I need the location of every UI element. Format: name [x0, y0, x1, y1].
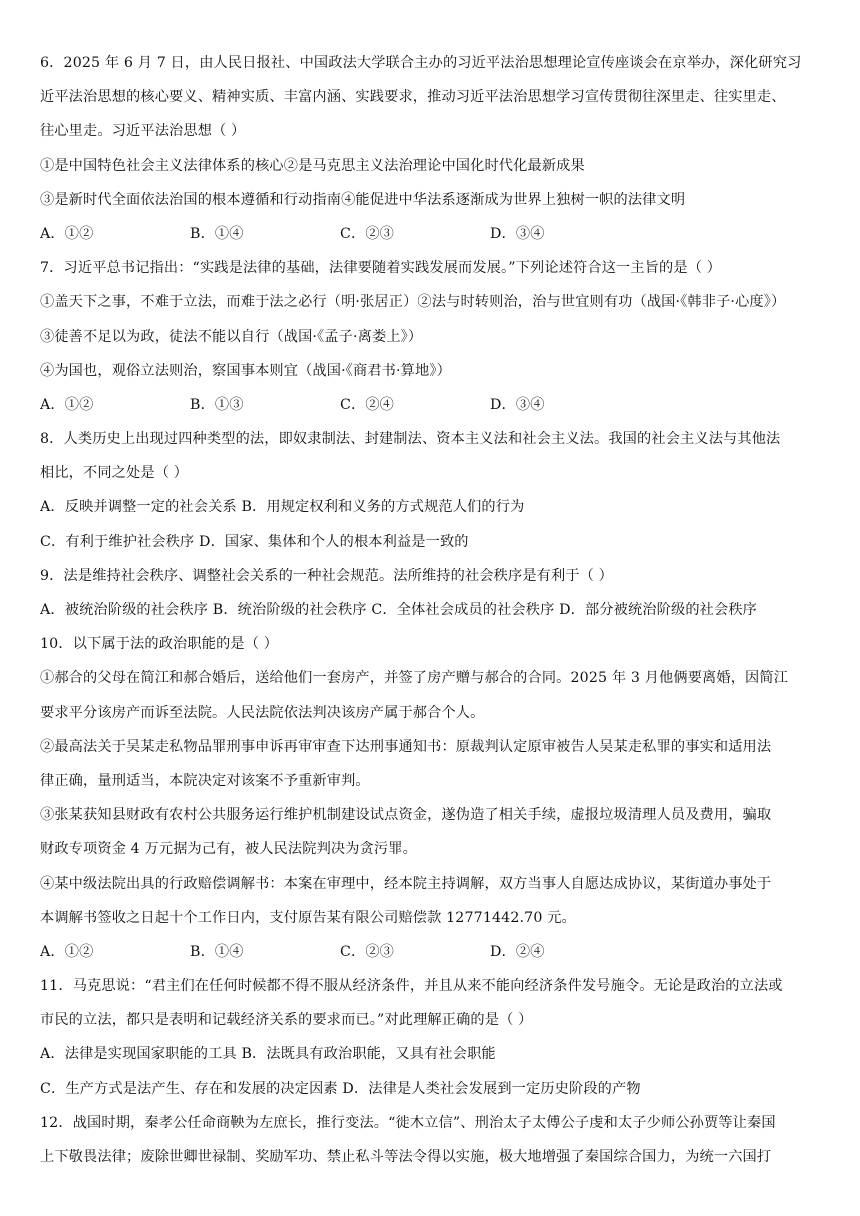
- q10-statement-4-line-2: 本调解书签收之日起十个工作日内，支付原告某有限公司赔偿款 12771442.70 元。: [40, 909, 576, 926]
- q7-options: [40, 388, 830, 422]
- q8-stem-line-1: 8．人类历史上出现过四种类型的法，即奴隶制法、封建制法、资本主义法和社会主义法。我国的社会主义法与其他法: [40, 431, 781, 448]
- q6-option-a: A．①②: [40, 225, 94, 242]
- q6-statement-2: ③是新时代全面依法治国的根本遵循和行动指南④能促进中华法系逐渐成为世界上独树一帜的法律文明: [40, 191, 686, 208]
- q11-stem-line-2: 市民的立法，都只是表明和记载经济关系的要求而已。”对此理解正确的是（ ）: [40, 1012, 533, 1029]
- q6-statement-1: ①是中国特色社会主义法律体系的核心②是马克思主义法治理论中国化时代化最新成果: [40, 157, 585, 174]
- q10-option-a: A．①②: [40, 943, 94, 960]
- q10-stem-line-1: 10．以下属于法的政治职能的是（ ）: [40, 636, 279, 653]
- q12-stem-line-1: 12．战国时期，秦孝公任命商鞅为左庶长，推行变法。“徙木立信”、刑治太子太傅公子虔和太子少师公孙贾等让秦国: [40, 1114, 776, 1131]
- q7-statement-1: ①盖天下之事，不难于立法，而难于法之必行（明·张居正）②法与时转则治，治与世宜则有功（战国·《韩非子·心度》）: [40, 294, 786, 311]
- q11-stem-line-1: 11．马克思说：“君主们在任何时候都不得不服从经济条件，并且从来不能向经济条件发号施令。无论是政治的立法或: [40, 978, 783, 995]
- q8-stem-line-2: 相比，不同之处是（ ）: [40, 465, 189, 482]
- q10-statement-2-line-1: ②最高法关于吴某走私物品罪刑事申诉再审审查下达刑事通知书：原裁判认定原审被告人吴某走私罪的事实和适用法: [40, 738, 772, 755]
- q7-statement-2: ③徒善不足以为政，徒法不能以自行（战国·《孟子·离娄上》）: [40, 328, 423, 345]
- q7-statement-3: ④为国也，观俗立法则治，察国事本则宜（战国·《商君书·算地》）: [40, 362, 451, 379]
- q11-options-line-2: C．生产方式是法产生、存在和发展的决定因素 D．法律是人类社会发展到一定历史阶段的产物: [40, 1080, 641, 1097]
- q10-statement-3-line-1: ③张某获知县财政有农村公共服务运行维护机制建设试点资金，遂伪造了相关手续，虚报垃圾清理人员及费用，骗取: [40, 807, 772, 824]
- q10-statement-3-line-2: 财政专项资金 4 万元据为己有，被人民法院判决为贪污罪。: [40, 841, 417, 858]
- q8-options-line-2: C．有利于维护社会秩序 D．国家、集体和个人的根本利益是一致的: [40, 533, 469, 550]
- q7-stem-line-1: 7．习近平总书记指出：“实践是法律的基础，法律要随着实践发展而发展。”下列论述符合这一主旨的是（ ）: [40, 260, 722, 277]
- q10-statement-2-line-2: 律正确，量刑适当，本院决定对该案不予重新审判。: [40, 772, 370, 789]
- q11-options-line-1: A．法律是实现国家职能的工具 B．法既具有政治职能，又具有社会职能: [40, 1046, 496, 1063]
- q7-option-a: A．①②: [40, 396, 94, 413]
- q9-options-line-1: A．被统治阶级的社会秩序 B．统治阶级的社会秩序 C．全体社会成员的社会秩序 D．部分被统治阶级的社会秩序: [40, 602, 758, 618]
- q9-stem-line-1: 9．法是维持社会秩序、调整社会关系的一种社会规范。法所维持的社会秩序是有利于（ ）: [40, 567, 614, 584]
- q10-statement-1-line-1: ①郝合的父母在简江和郝合婚后，送给他们一套房产，并签了房产赠与郝合的合同。2025 年 3 月他俩要离婚，因简江: [40, 670, 789, 687]
- q10-statement-1-line-2: 要求平分该房产而诉至法院。人民法院依法判决该房产属于郝合个人。: [40, 704, 485, 721]
- q8-options-line-1: A．反映并调整一定的社会关系 B．用规定权利和义务的方式规范人们的行为: [40, 499, 525, 516]
- q10-statement-4-line-1: ④某中级法院出具的行政赔偿调解书：本案在审理中，经本院主持调解，双方当事人自愿达成协议，某街道办事处于: [40, 875, 772, 892]
- q6-stem-line-1: 6．2025 年 6 月 7 日，由人民日报社、中国政法大学联合主办的习近平法治思想理论宣传座谈会在京举办，深化研究习: [40, 55, 802, 71]
- q10-options: [40, 935, 830, 969]
- q10-option-d: D．②④: [490, 943, 545, 960]
- q7-option-c: C．②④: [340, 396, 395, 413]
- q7-option-d: D．③④: [490, 396, 545, 413]
- q12-stem-line-2: 上下敬畏法律；废除世卿世禄制、奖励军功、禁止私斗等法令得以实施，极大地增强了秦国综合国力，为统一六国打: [40, 1149, 772, 1165]
- q6-option-d: D．③④: [490, 225, 545, 242]
- q6-option-c: C．②③: [340, 225, 395, 242]
- exam-page: [40, 46, 830, 1174]
- q6-options: [40, 217, 830, 251]
- q6-option-b: B．①④: [190, 225, 244, 242]
- q10-option-c: C．②③: [340, 943, 395, 960]
- q6-stem-line-2: 近平法治思想的核心要义、精神实质、丰富内涵、实践要求，推动习近平法治思想学习宣传贯彻往深里走、往实里走、: [40, 89, 786, 106]
- q7-option-b: B．①③: [190, 396, 244, 413]
- q10-option-b: B．①④: [190, 943, 244, 960]
- q6-stem-line-3: 往心里走。习近平法治思想（ ）: [40, 123, 246, 140]
